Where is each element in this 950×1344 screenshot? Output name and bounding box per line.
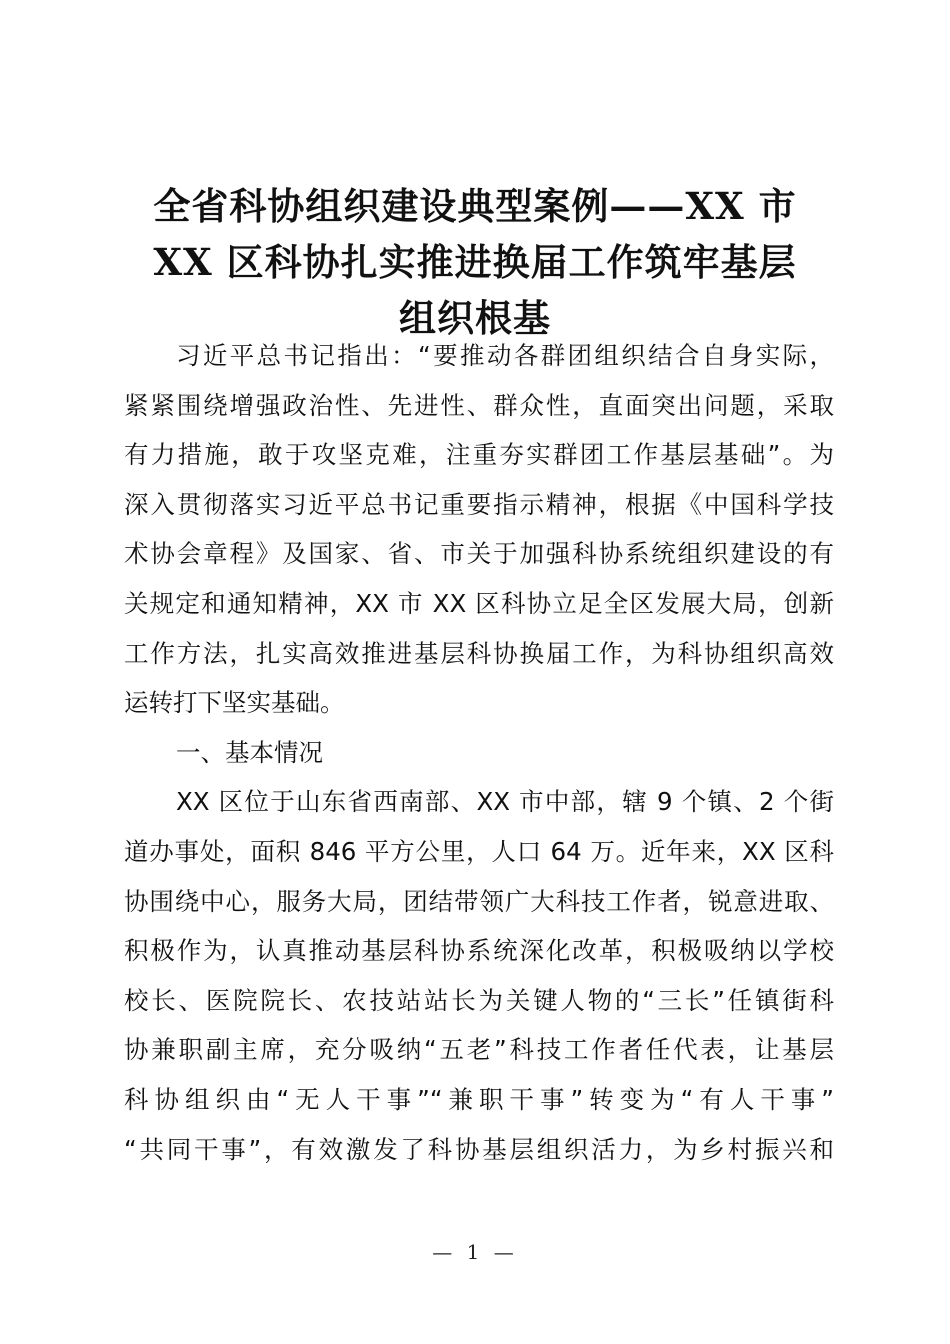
text-line: 科协组织由“无人干事”“兼职干事”转变为“有人干事” bbox=[124, 1084, 834, 1114]
text-line: 深入贯彻落实习近平总书记重要指示精神，根据《中国科学技 bbox=[124, 489, 834, 519]
text-line: 术协会章程》及国家、省、市关于加强科协系统组织建设的有 bbox=[124, 539, 834, 569]
text-line: 道办事处，面积 846 平方公里，人口 64 万。近年来，XX 区科 bbox=[124, 836, 834, 866]
text-line: 关规定和通知精神，XX 市 XX 区科协立足全区发展大局，创新 bbox=[124, 588, 834, 618]
document-title bbox=[120, 178, 830, 346]
text-line: 有力措施，敢于攻坚克难，注重夯实群团工作基层基础”。为 bbox=[124, 440, 834, 470]
title-line-3: 组织根基 bbox=[399, 296, 551, 340]
text-line: 校长、医院院长、农技站站长为关键人物的“三长”任镇街科 bbox=[124, 985, 834, 1015]
text-line: 紧紧围绕增强政治性、先进性、群众性，直面突出问题，采取 bbox=[124, 390, 834, 420]
text-line: 工作方法，扎实高效推进基层科协换届工作，为科协组织高效 bbox=[124, 638, 834, 668]
text-line: 运转打下坚实基础。 bbox=[124, 688, 345, 718]
section-heading: 一、基本情况 bbox=[176, 737, 323, 767]
text-line: 协兼职副主席，充分吸纳“五老”科技工作者任代表，让基层 bbox=[124, 1035, 834, 1065]
document-body bbox=[124, 331, 834, 1174]
text-line: 习近平总书记指出：“要推动各群团组织结合自身实际， bbox=[176, 341, 834, 370]
text-line: 积极作为，认真推动基层科协系统深化改革，积极吸纳以学校 bbox=[124, 936, 834, 966]
text-line: XX 区位于山东省西南部、XX 市中部，辖 9 个镇、2 个街 bbox=[176, 787, 834, 817]
text-line: “共同干事”，有效激发了科协基层组织活力，为乡村振兴和 bbox=[124, 1134, 834, 1164]
title-line-1: 全省科协组织建设典型案例——XX 市 bbox=[153, 184, 797, 228]
page-number: — 1 — bbox=[432, 1240, 518, 1264]
title-line-2: XX 区科协扎实推进换届工作筑牢基层 bbox=[153, 240, 797, 284]
text-line: 协围绕中心，服务大局，团结带领广大科技工作者，锐意进取、 bbox=[124, 886, 834, 916]
